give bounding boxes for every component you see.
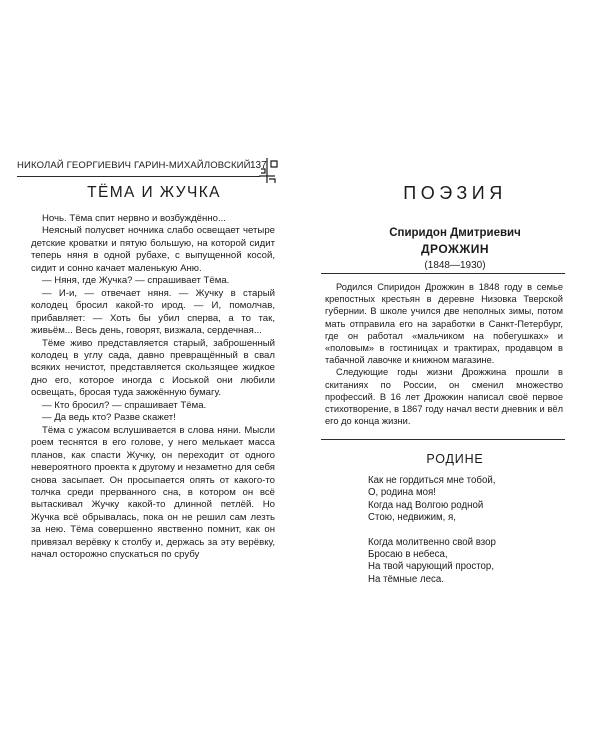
story-paragraph: — И-и, — отвечает няня. — Жучку в старый колодец бросил какой-то ирод. — И, помолчав, прибавляет: — Хоть бы убил сперва, а то так, живьём... Весь день, говорят, визжала, сердечная... xyxy=(31,287,275,337)
poem-line: Стою, недвижим, я, xyxy=(368,512,456,524)
story-paragraph: — Кто бросил? — спрашивает Тёма. xyxy=(42,399,207,411)
running-header xyxy=(17,160,275,174)
poem xyxy=(368,475,568,598)
story-paragraph: Тёма с ужасом вслушивается в слова няни. Мысли роем теснятся в его голове, у него мелькает масса планов, как спасти Жучку, он переходит от одного невероятного проекта к другому и незаметно для себя снова засыпает. Он просыпается опять от какого-то толчка среди прерванного сна, в котором он всё вытаскивал Жучку какой-то длинной петлёй. Но Жучка всё обрывалась, пока он не решил сам лезть за нею. Тёма совершенно явственно помнит, как он привязал верёвку к столбу и, держась за эту верёвку, начал осторожно спускаться по срубу xyxy=(31,424,275,561)
poem-line: На тёмные леса. xyxy=(368,573,444,585)
story-paragraph: Неясный полусвет ночника слабо освещает четыре детские кроватки и пятую большую, на которой сидит теперь няня в одной рубахе, с выпущенной косой, сидит и сонно качает маленькую Аню. xyxy=(31,225,275,274)
poem-title: РОДИНЕ xyxy=(426,452,484,466)
poem-line: На твой чарующий простор, xyxy=(368,561,495,573)
biography-paragraph: Родился Спиридон Дрожжин в 1848 году в семье крепостных крестьян в деревне Низовка Тверской губернии. В школе учился две неполных зимы, потом мать отправила его на заработки в Санкт-Петербург, где он работал «мальчиком на побегушках» и «половым» в гостиницах и трактирах, продавцом в табачной лавочке и книжном магазине. xyxy=(325,282,563,366)
page-number: 137 xyxy=(250,160,267,171)
story-paragraph: — Няня, где Жучка? — спрашивает Тёма. xyxy=(42,275,230,287)
biography-paragraph: Следующие годы жизни Дрожжина прошли в скитаниях по России, он сменил множество профессий. В 16 лет Дрожжин написал своё первое стихотворение, в 1867 году начал вести дневник и вёл его до конца жизни. xyxy=(325,367,563,427)
corner-ornament-icon xyxy=(257,155,281,185)
biography-text xyxy=(325,281,563,427)
poem-line: Как не гордиться мне тобой, xyxy=(368,475,496,486)
story-paragraph: Ночь. Тёма спит нервно и возбуждённо... xyxy=(42,213,226,224)
poem-line: Бросаю в небеса, xyxy=(368,549,448,561)
poem-line: Когда над Волгою родной xyxy=(368,499,484,511)
story-paragraph: — Да ведь кто? Разве скажет! xyxy=(42,412,176,424)
author-years: (1848—1930) xyxy=(424,260,486,271)
poem-line: Когда молитвенно свой взор xyxy=(368,536,496,548)
story-text xyxy=(31,213,275,562)
story-title: ТЁМА И ЖУЧКА xyxy=(87,184,221,201)
poem-stanza xyxy=(368,537,568,587)
author-surname: ДРОЖЖИН xyxy=(420,242,490,256)
poem-line: О, родина моя! xyxy=(368,487,436,499)
author-first-names: Спиридон Дмитриевич xyxy=(389,227,521,239)
running-header-title: НИКОЛАЙ ГЕОРГИЕВИЧ ГАРИН-МИХАЙЛОВСКИЙ xyxy=(17,160,251,171)
header-rule xyxy=(17,176,260,177)
story-paragraph: Тёме живо представляется старый, заброшенный колодец в углу сада, давно превращённый в свал всяких нечистот, представляется скользящее жидкое дно его, которое иногда с Иоськой они любили освещать, бросая туда зажжённую бумагу. xyxy=(31,337,275,399)
poem-stanza xyxy=(368,475,568,525)
section-title: ПОЭЗИЯ xyxy=(403,183,507,203)
